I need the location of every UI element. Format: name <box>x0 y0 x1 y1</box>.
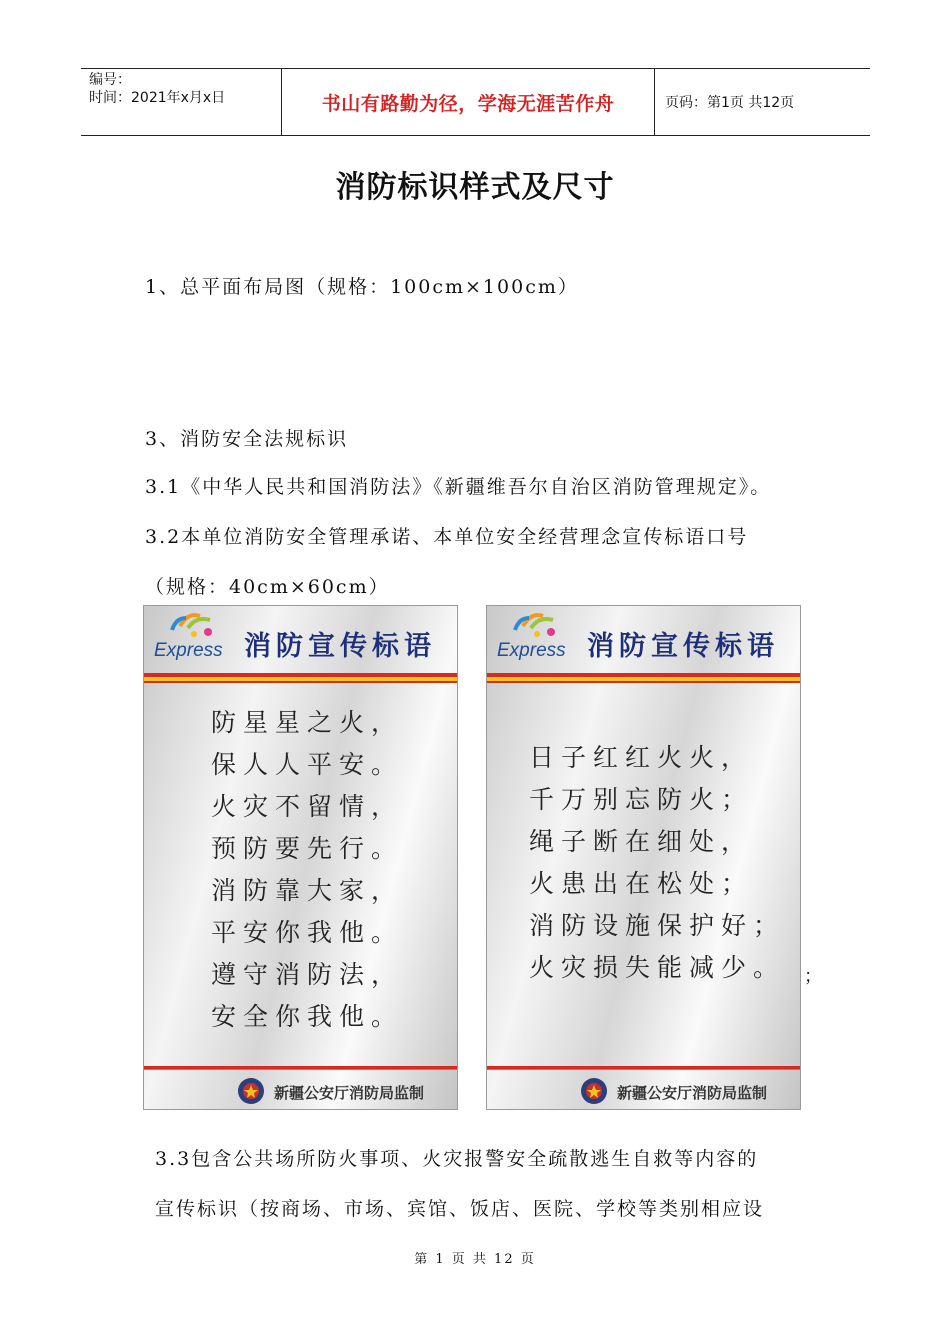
slogan-list <box>487 737 801 989</box>
page-info: 页码：第1页 共12页 <box>665 95 795 111</box>
police-badge-icon <box>579 1076 609 1106</box>
slogan-line: 火灾不留情， <box>211 792 404 821</box>
poster-title: 消防宣传标语 <box>244 631 436 662</box>
paragraph-3-2: 3.2本单位消防安全管理承诺、本单位安全经营理念宣传标语口号 <box>145 526 749 548</box>
slogan-list <box>144 702 458 1038</box>
express-logo-icon <box>150 610 226 668</box>
slogan-line: 火患出在松处； <box>529 869 754 898</box>
slogan-line: 千万别忘防火； <box>529 785 754 814</box>
logo-text: Express <box>497 640 566 661</box>
motto: 书山有路勤为径，学海无涯苦作舟 <box>321 92 615 115</box>
express-logo-icon <box>493 610 569 668</box>
slogan-line: 消防靠大家， <box>211 876 404 905</box>
poster-title: 消防宣传标语 <box>587 631 779 662</box>
footer-grey-line <box>487 1069 800 1070</box>
police-badge-icon <box>236 1076 266 1106</box>
page-footer: 第 1 页 共 12 页 <box>414 1252 536 1267</box>
poster-right <box>486 605 801 1110</box>
slogan-line: 遵守消防法， <box>211 960 404 989</box>
stray-punctuation: ； <box>804 966 822 987</box>
slogan-line: 日子红红火火， <box>529 743 754 772</box>
slogan-line: 平安你我他。 <box>211 918 404 947</box>
poster-header <box>144 606 457 674</box>
slogan-line: 安全你我他。 <box>211 1002 404 1031</box>
header-motto-cell <box>282 69 655 135</box>
slogan-line: 绳子断在细处， <box>529 827 754 856</box>
number-label: 编号： <box>89 72 131 88</box>
paragraph-3-1: 3.1《中华人民共和国消防法》《新疆维吾尔自治区消防管理规定》。 <box>145 476 772 498</box>
poster-left <box>143 605 458 1110</box>
logo-text: Express <box>154 640 223 661</box>
paragraph-3-3: 3.3包含公共场所防火事项、火灾报警安全疏散逃生自救等内容的 <box>155 1148 759 1170</box>
slogan-line: 消防设施保护好； <box>529 911 786 940</box>
slogan-line: 防星星之火， <box>211 708 404 737</box>
paragraph-1: 1、总平面布局图（规格：100cm×100cm） <box>145 276 579 298</box>
page-title: 消防标识样式及尺寸 <box>335 170 615 205</box>
date-label: 时间：2021年x月x日 <box>89 90 226 106</box>
slogan-line: 保人人平安。 <box>211 750 404 779</box>
poster-footer: 新疆公安厅消防局监制 <box>274 1084 425 1102</box>
footer-grey-line <box>144 1069 457 1070</box>
poster-footer: 新疆公安厅消防局监制 <box>617 1084 768 1102</box>
header-meta <box>81 69 282 135</box>
poster-header <box>487 606 800 674</box>
paragraph-3-2-spec: （规格：40cm×60cm） <box>145 576 390 598</box>
red-stripe-thin <box>487 681 800 683</box>
red-stripe-thin <box>144 681 457 683</box>
slogan-line: 预防要先行。 <box>211 834 404 863</box>
paragraph-3: 3、消防安全法规标识 <box>145 428 349 450</box>
document-header <box>81 68 870 136</box>
paragraph-3-3-cont: 宣传标识（按商场、市场、宾馆、饭店、医院、学校等类别相应设 <box>155 1198 765 1220</box>
slogan-line: 火灾损失能减少。 <box>529 953 786 982</box>
header-page-cell <box>655 69 870 135</box>
